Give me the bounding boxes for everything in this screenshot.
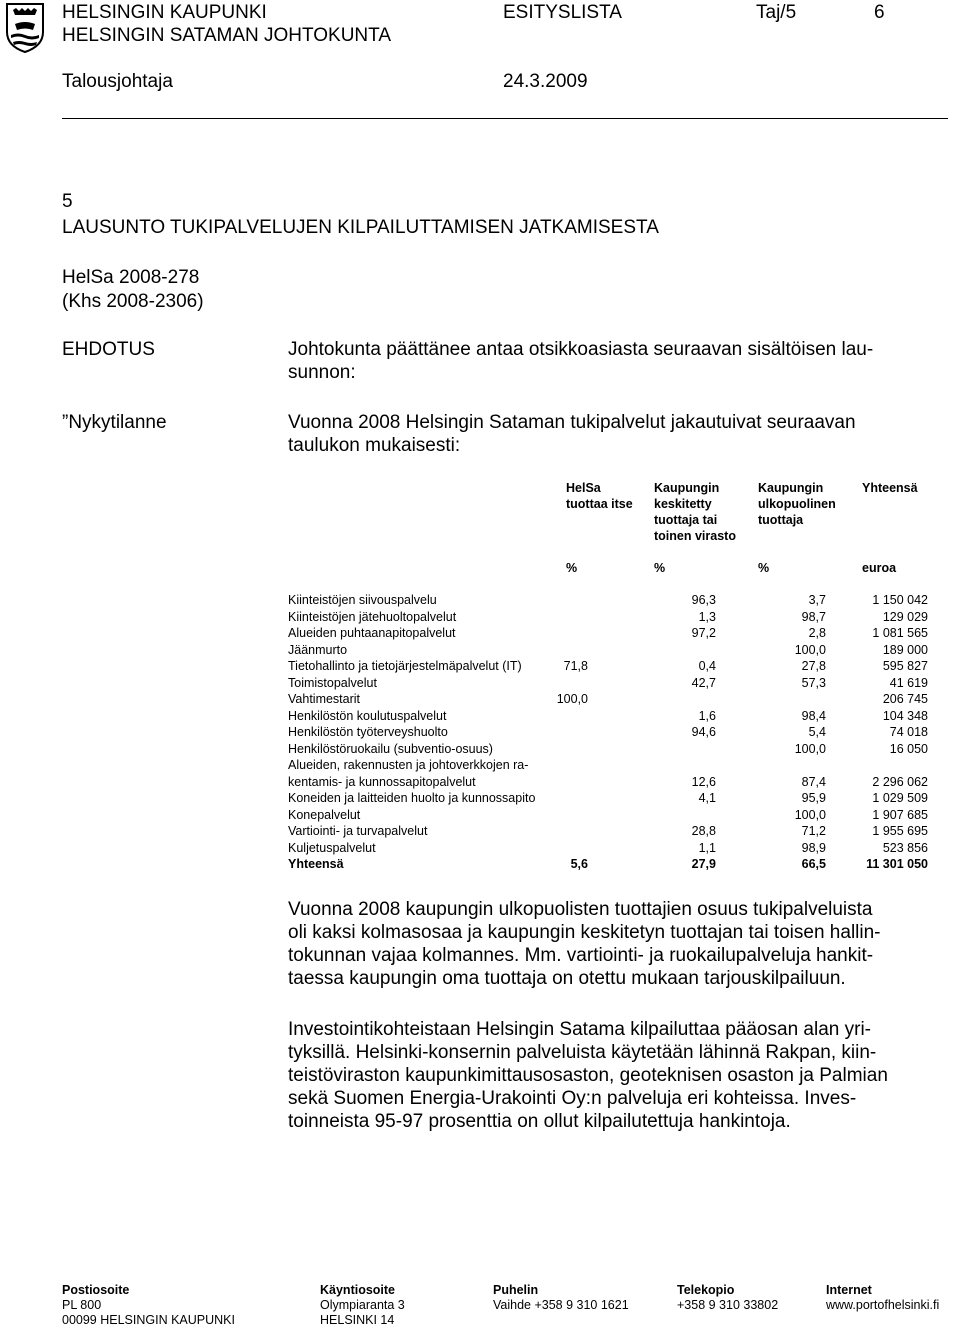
cell-total: 2 296 062 bbox=[872, 774, 928, 789]
cell-city-central: 12,6 bbox=[691, 774, 716, 789]
row-label: Henkilöstöruokailu (subventio-osuus) bbox=[288, 741, 493, 756]
table-row bbox=[288, 642, 938, 659]
cell-total: 16 050 bbox=[889, 741, 928, 756]
cell-helsa: 100,0 bbox=[556, 692, 588, 706]
row-label: Yhteensä bbox=[288, 857, 344, 871]
helsinki-coat-of-arms-icon bbox=[4, 2, 46, 54]
cell-external: 3,7 bbox=[808, 593, 826, 607]
cell-city-central: 94,6 bbox=[691, 725, 716, 739]
footer-visit-street: Olympiaranta 3 bbox=[320, 1298, 405, 1312]
cell-helsa: 71,8 bbox=[563, 659, 588, 673]
cell-total: 1 955 695 bbox=[872, 824, 928, 838]
paragraph-line: tyksillä. Helsinki-konsernin palveluista käytetään lähinnä Rakpan, kiin- bbox=[288, 1042, 877, 1063]
table-row bbox=[288, 658, 938, 675]
cell-external: 100,0 bbox=[794, 642, 826, 657]
footer-postal-code: 00099 HELSINGIN KAUPUNKI bbox=[62, 1313, 235, 1327]
cell-city-central: 96,3 bbox=[691, 593, 716, 607]
column-header-external: Kaupungin ulkopuolinen tuottaja bbox=[758, 481, 836, 527]
cell-external: 100,0 bbox=[794, 807, 826, 822]
paragraph-line: sekä Suomen Energia-Urakointi Oy:n palveluja eri kohteissa. Inves- bbox=[288, 1088, 857, 1109]
cell-external: 57,3 bbox=[801, 675, 826, 690]
table-row bbox=[288, 724, 938, 741]
cell-external: 98,4 bbox=[801, 708, 826, 723]
table-row bbox=[288, 774, 938, 791]
paragraph-line: Vuonna 2008 kaupungin ulkopuolisten tuottajien osuus tukipalveluista bbox=[288, 899, 873, 920]
table-row bbox=[288, 625, 938, 642]
item-title: LAUSUNTO TUKIPALVELUJEN KILPAILUTTAMISEN JATKAMISESTA bbox=[62, 217, 659, 238]
current-situation-label: ”Nykytilanne bbox=[62, 412, 167, 433]
document-date: 24.3.2009 bbox=[503, 71, 588, 92]
paragraph-outsourcing-share bbox=[288, 898, 948, 990]
footer-website-link[interactable]: www.portofhelsinki.fi bbox=[826, 1298, 940, 1312]
cell-city-central: 27,9 bbox=[691, 857, 716, 871]
unit-city-central: % bbox=[654, 561, 666, 575]
table-row bbox=[288, 790, 938, 807]
document-reference: Taj/5 bbox=[756, 2, 797, 23]
page-number: 6 bbox=[874, 2, 885, 23]
cell-city-central: 1,1 bbox=[698, 840, 716, 855]
item-reference-khs: (Khs 2008-2306) bbox=[62, 291, 204, 312]
table-row bbox=[288, 592, 938, 609]
row-label: Vahtimestarit bbox=[288, 692, 361, 706]
cell-city-central: 42,7 bbox=[691, 675, 716, 690]
column-header-helsa: HelSa tuottaa itse bbox=[566, 481, 633, 511]
row-label: Toimistopalvelut bbox=[288, 675, 377, 690]
paragraph-line: oli kaksi kolmasosaa ja kaupungin keskitetyn tuottajan tai toisen hallin- bbox=[288, 922, 881, 943]
table-row bbox=[288, 757, 938, 774]
footer-visit-label: Käyntiosoite bbox=[320, 1283, 396, 1297]
footer-phone: Vaihde +358 9 310 1621 bbox=[493, 1298, 629, 1312]
row-label: Tietohallinto ja tietojärjestelmäpalvelut (IT) bbox=[288, 659, 522, 673]
document-type: ESITYSLISTA bbox=[503, 2, 622, 23]
cell-external: 66,5 bbox=[801, 857, 826, 871]
row-label: Konepalvelut bbox=[288, 807, 361, 822]
footer-fax: +358 9 310 33802 bbox=[677, 1298, 779, 1312]
current-situation-text-line: Vuonna 2008 Helsingin Sataman tukipalvelut jakautuivat seuraavan bbox=[288, 412, 856, 433]
footer-postal-label: Postiosoite bbox=[62, 1283, 130, 1297]
cell-external: 100,0 bbox=[794, 741, 826, 756]
department-name: HELSINGIN SATAMAN JOHTOKUNTA bbox=[62, 25, 392, 46]
org-name: HELSINGIN KAUPUNKI bbox=[62, 2, 267, 23]
row-label: Koneiden ja laitteiden huolto ja kunnossapito bbox=[288, 791, 536, 805]
cell-total: 11 301 050 bbox=[866, 857, 928, 871]
header-divider bbox=[62, 118, 948, 119]
footer-visit-city: HELSINKI 14 bbox=[320, 1313, 395, 1327]
footer-fax-label: Telekopio bbox=[677, 1283, 735, 1297]
cell-total: 1 029 509 bbox=[872, 791, 928, 805]
cell-total: 523 856 bbox=[882, 840, 928, 855]
cell-total: 1 081 565 bbox=[872, 626, 928, 640]
cell-external: 2,8 bbox=[808, 626, 826, 640]
paragraph-line: teistöviraston kaupunkimittausosaston, geoteknisen osaston ja Palmian bbox=[288, 1065, 888, 1086]
current-situation-text-line: taulukon mukaisesti: bbox=[288, 435, 461, 456]
cell-external: 27,8 bbox=[801, 659, 826, 673]
cell-external: 98,9 bbox=[801, 840, 826, 855]
table-row bbox=[288, 708, 938, 725]
cell-external: 95,9 bbox=[801, 791, 826, 805]
column-header-total: Yhteensä bbox=[862, 481, 918, 495]
cell-helsa: 5,6 bbox=[570, 857, 588, 871]
row-label: Vartiointi- ja turvapalvelut bbox=[288, 824, 428, 838]
row-label: Kiinteistöjen siivouspalvelu bbox=[288, 593, 437, 607]
proposal-label: EHDOTUS bbox=[62, 339, 155, 360]
cell-city-central: 4,1 bbox=[698, 791, 716, 805]
cell-external: 5,4 bbox=[808, 725, 826, 739]
footer-phone-label: Puhelin bbox=[493, 1283, 539, 1297]
unit-total: euroa bbox=[862, 561, 897, 575]
cell-city-central: 0,4 bbox=[698, 659, 716, 673]
row-label: Henkilöstön työterveyshuolto bbox=[288, 725, 448, 739]
item-reference-helsa: HelSa 2008-278 bbox=[62, 267, 200, 288]
row-label: Kiinteistöjen jätehuoltopalvelut bbox=[288, 609, 457, 624]
item-number: 5 bbox=[62, 191, 73, 212]
cell-total: 206 745 bbox=[882, 692, 928, 706]
cell-external: 71,2 bbox=[801, 824, 826, 838]
row-label: Henkilöstön koulutuspalvelut bbox=[288, 708, 447, 723]
paragraph-line: toinneista 95-97 prosenttia on ollut kilpailutettuja hankintoja. bbox=[288, 1111, 791, 1132]
table-row bbox=[288, 691, 938, 708]
official-title: Talousjohtaja bbox=[62, 71, 173, 92]
unit-helsa: % bbox=[566, 561, 578, 575]
row-label: Kuljetuspalvelut bbox=[288, 840, 376, 855]
paragraph-line: tokunnan vajaa kolmannes. Mm. vartiointi- ja ruokailupalveluja hankit- bbox=[288, 945, 874, 966]
cell-total: 189 000 bbox=[882, 642, 928, 657]
table-row bbox=[288, 741, 938, 758]
proposal-text-line: sunnon: bbox=[288, 362, 356, 383]
paragraph-line: Investointikohteistaan Helsingin Satama kilpailuttaa pääosan alan yri- bbox=[288, 1019, 872, 1040]
proposal-text-line: Johtokunta päättänee antaa otsikkoasiasta seuraavan sisältöisen lau- bbox=[288, 339, 874, 360]
cell-total: 129 029 bbox=[882, 609, 928, 624]
cell-external: 98,7 bbox=[801, 609, 826, 624]
cell-total: 41 619 bbox=[889, 675, 928, 690]
table-row bbox=[288, 823, 938, 840]
cell-city-central: 97,2 bbox=[691, 626, 716, 640]
row-label: kentamis- ja kunnossapitopalvelut bbox=[288, 774, 476, 789]
cell-total: 1 150 042 bbox=[872, 593, 928, 607]
cell-city-central: 1,6 bbox=[698, 708, 716, 723]
table-row bbox=[288, 807, 938, 824]
table-row bbox=[288, 840, 938, 857]
cell-city-central: 1,3 bbox=[698, 609, 716, 624]
row-label: Jäänmurto bbox=[288, 642, 348, 657]
table-row bbox=[288, 609, 938, 626]
unit-external: % bbox=[758, 561, 770, 575]
paragraph-investments bbox=[288, 1018, 948, 1133]
cell-total: 74 018 bbox=[889, 725, 928, 739]
paragraph-line: taessa kaupungin oma tuottaja on otettu mukaan tarjouskilpailuun. bbox=[288, 968, 846, 989]
footer-internet-label: Internet bbox=[826, 1283, 872, 1297]
table-row bbox=[288, 675, 938, 692]
cell-total: 1 907 685 bbox=[872, 807, 928, 822]
cell-total: 104 348 bbox=[882, 708, 928, 723]
table-total-row bbox=[288, 856, 938, 873]
row-label: Alueiden puhtaanapitopalvelut bbox=[288, 626, 456, 640]
cell-city-central: 28,8 bbox=[691, 824, 716, 838]
footer-postal-box: PL 800 bbox=[62, 1298, 102, 1312]
cell-external: 87,4 bbox=[801, 774, 826, 789]
column-header-city-central: Kaupungin keskitetty tuottaja tai toinen virasto bbox=[654, 481, 736, 543]
row-label: Alueiden, rakennusten ja johtoverkkojen ra- bbox=[288, 758, 529, 772]
cell-total: 595 827 bbox=[882, 659, 928, 673]
